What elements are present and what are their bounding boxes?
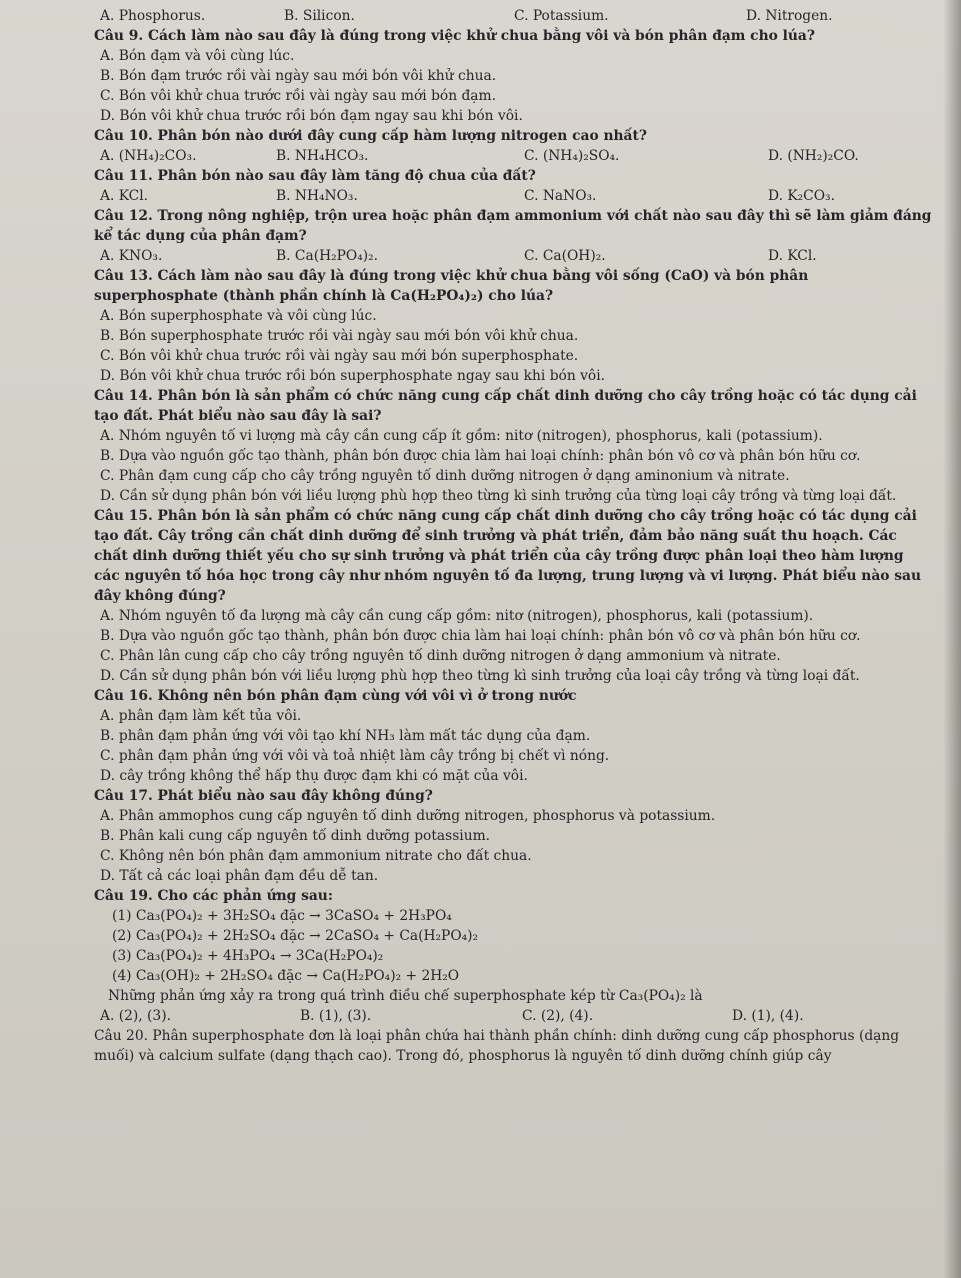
q11-option-d: D. K₂CO₃. (768, 188, 835, 204)
q15-option-d: D. Cần sử dụng phân bón với liều lượng phù hợp theo từng kì sinh trưởng của loại cây trồng và từng loại đất. (100, 668, 860, 684)
q11-option-a: A. KCl. (100, 188, 149, 204)
q8-options (94, 6, 933, 26)
q9-option-a: A. Bón đạm và vôi cùng lúc. (100, 48, 295, 64)
q14-option-a: A. Nhóm nguyên tố vi lượng mà cây cần cung cấp ít gồm: nitơ (nitrogen), phosphorus, kali (potassium). (100, 428, 823, 444)
q17-option-d: D. Tất cả các loại phân đạm đều dễ tan. (100, 868, 379, 884)
q10-option-c: C. (NH₄)₂SO₄. (524, 148, 620, 164)
q9-option-d: D. Bón vôi khử chua trước rồi bón đạm ngay sau khi bón vôi. (100, 108, 523, 124)
q8-option-d: D. Nitrogen. (746, 8, 833, 24)
q14-option-b: B. Dựa vào nguồn gốc tạo thành, phân bón được chia làm hai loại chính: phân bón vô cơ và phân bón hữu cơ. (100, 448, 861, 464)
q8-option-a: A. Phosphorus. (100, 8, 206, 24)
q15-option-c: C. Phân lân cung cấp cho cây trồng nguyên tố dinh dưỡng nitrogen ở dạng ammonium và nitrate. (100, 648, 781, 664)
q11-options (94, 186, 933, 206)
q19-reaction-2: (2) Ca₃(PO₄)₂ + 2H₂SO₄ đặc → 2CaSO₄ + Ca(H₂PO₄)₂ (112, 928, 479, 944)
q13-option-d: D. Bón vôi khử chua trước rồi bón superphosphate ngay sau khi bón vôi. (100, 368, 606, 384)
q15-option-b: B. Dựa vào nguồn gốc tạo thành, phân bón được chia làm hai loại chính: phân bón vô cơ và phân bón hữu cơ. (100, 628, 861, 644)
q15-stem-emphasis: không đúng (125, 588, 218, 604)
q19-reaction-4: (4) Ca₃(OH)₂ + 2H₂SO₄ đặc → Ca(H₂PO₄)₂ + 2H₂O (112, 968, 460, 984)
q15-stem-text: Câu 15. Phân bón là sản phẩm có chức năng cung cấp chất dinh dưỡng cho cây trồng hoặc có tác dụng cải tạo đất. Cây trồng cần chất dinh dưỡng để sinh trưởng và phát triển, đảm bảo năng suất thu hoạch. Các chất dinh dưỡng thiết yếu cho sự sinh trưởng và phát triển của cây trồng được phân loại theo hàm lượng các nguyên tố hóa học trong cây như nhóm nguyên tố đa lượng, trung lượng và vi lượng. Phát biểu nào sau đây (94, 508, 922, 604)
q14-option-d: D. Cần sử dụng phân bón với liều lượng phù hợp theo từng kì sinh trưởng của từng loại cây trồng và từng loại đất. (100, 488, 897, 504)
q19-option-c: C. (2), (4). (522, 1008, 594, 1024)
q19-options (94, 1006, 933, 1026)
q10-option-b: B. NH₄HCO₃. (276, 148, 369, 164)
q14-stem-text: Câu 14. Phân bón là sản phẩm có chức năng cung cấp chất dinh dưỡng cho cây trồng hoặc có tác dụng cải tạo đất. Phát biểu nào sau đây là (94, 388, 917, 424)
q16-option-d: D. cây trồng không thể hấp thụ được đạm khi có mặt của vôi. (100, 768, 528, 784)
q19-stem: Câu 19. Cho các phản ứng sau: (94, 888, 333, 904)
q10-stem: Câu 10. Phân bón nào dưới đây cung cấp hàm lượng nitrogen cao nhất? (94, 128, 647, 144)
q15-option-a: A. Nhóm nguyên tố đa lượng mà cây cần cung cấp gồm: nitơ (nitrogen), phosphorus, kali (potassium). (100, 608, 814, 624)
q19-question: Những phản ứng xảy ra trong quá trình điều chế superphosphate kép từ Ca₃(PO₄)₂ là (108, 988, 703, 1004)
page-edge-shadow (943, 0, 961, 1278)
q16-option-b: B. phân đạm phản ứng với vôi tạo khí NH₃ làm mất tác dụng của đạm. (100, 728, 591, 744)
q9-stem: Câu 9. Cách làm nào sau đây là đúng trong việc khử chua bằng vôi và bón phân đạm cho lúa? (94, 28, 815, 44)
q19-option-a: A. (2), (3). (100, 1008, 171, 1024)
q17-stem-text: Câu 17. Phát biểu nào sau đây (94, 788, 328, 804)
q12-option-b: B. Ca(H₂PO₄)₂. (276, 248, 379, 264)
q19-reaction-1: (1) Ca₃(PO₄)₂ + 3H₂SO₄ đặc → 3CaSO₄ + 2H₃PO₄ (112, 908, 452, 924)
q13-option-a: A. Bón superphosphate và vôi cùng lúc. (100, 308, 377, 324)
q12-option-c: C. Ca(OH)₂. (524, 248, 606, 264)
q16-stem: Câu 16. Không nên bón phân đạm cùng với vôi vì ở trong nước (94, 688, 577, 704)
q14-stem-emphasis: sai (351, 408, 374, 424)
q11-option-c: C. NaNO₃. (524, 188, 597, 204)
q12-option-d: D. KCl. (768, 248, 817, 264)
q20-stem: Câu 20. Phân superphosphate đơn là loại phân chứa hai thành phần chính: dinh dưỡng cung cấp phosphorus (dạng muối) và calcium sulfate (dạng thạch cao). Trong đó, phosphorus là nguyên tố dinh dưỡng chính giúp cây (94, 1028, 900, 1064)
q13-stem: Câu 13. Cách làm nào sau đây là đúng trong việc khử chua bằng vôi sống (CaO) và bón phân superphosphate (thành phần chính là Ca(H₂PO₄)₂) cho lúa? (94, 268, 809, 304)
q12-options (94, 246, 933, 266)
q11-option-b: B. NH₄NO₃. (276, 188, 358, 204)
q14-stem: Câu 14. Phân bón là sản phẩm có chức năng cung cấp chất dinh dưỡng cho cây trồng hoặc có tác dụng cải tạo đất. Phát biểu nào sau đây là sai? (94, 388, 917, 424)
q19-reaction-3: (3) Ca₃(PO₄)₂ + 4H₃PO₄ → 3Ca(H₂PO₄)₂ (112, 948, 384, 964)
q13-option-c: C. Bón vôi khử chua trước rồi vài ngày sau mới bón superphosphate. (100, 348, 579, 364)
q9-option-c: C. Bón vôi khử chua trước rồi vài ngày sau mới bón đạm. (100, 88, 497, 104)
q16-option-a: A. phân đạm làm kết tủa vôi. (100, 708, 302, 724)
q17-option-b: B. Phân kali cung cấp nguyên tố dinh dưỡng potassium. (100, 828, 491, 844)
q10-options (94, 146, 933, 166)
q8-option-c: C. Potassium. (514, 8, 609, 24)
q17-stem: Câu 17. Phát biểu nào sau đây không đúng? (94, 788, 433, 804)
q17-option-c: C. Không nên bón phân đạm ammonium nitrate cho đất chua. (100, 848, 532, 864)
q12-option-a: A. KNO₃. (100, 248, 163, 264)
q10-option-d: D. (NH₂)₂CO. (768, 148, 859, 164)
q17-option-a: A. Phân ammophos cung cấp nguyên tố dinh dưỡng nitrogen, phosphorus và potassium. (100, 808, 716, 824)
q19-option-b: B. (1), (3). (300, 1008, 372, 1024)
q16-option-c: C. phân đạm phản ứng với vôi và toả nhiệt làm cây trồng bị chết vì nóng. (100, 748, 610, 764)
q15-stem: Câu 15. Phân bón là sản phẩm có chức năng cung cấp chất dinh dưỡng cho cây trồng hoặc có tác dụng cải tạo đất. Cây trồng cần chất dinh dưỡng để sinh trưởng và phát triển, đảm bảo năng suất thu hoạch. Các chất dinh dưỡng thiết yếu cho sự sinh trưởng và phát triển của cây trồng được phân loại theo hàm lượng các nguyên tố hóa học trong cây như nhóm nguyên tố đa lượng, trung lượng và vi lượng. Phát biểu nào sau đây không đúng? (94, 508, 922, 604)
q8-option-b: B. Silicon. (284, 8, 355, 24)
q10-option-a: A. (NH₄)₂CO₃. (100, 148, 197, 164)
q9-option-b: B. Bón đạm trước rồi vài ngày sau mới bón vôi khử chua. (100, 68, 497, 84)
q14-option-c: C. Phân đạm cung cấp cho cây trồng nguyên tố dinh dưỡng nitrogen ở dạng aminonium và nitrate. (100, 468, 790, 484)
q19-option-d: D. (1), (4). (732, 1008, 804, 1024)
q13-option-b: B. Bón superphosphate trước rồi vài ngày sau mới bón vôi khử chua. (100, 328, 579, 344)
q17-stem-emphasis: không đúng (332, 788, 425, 804)
q12-stem: Câu 12. Trong nông nghiệp, trộn urea hoặc phân đạm ammonium với chất nào sau đây thì sẽ làm giảm đáng kể tác dụng của phân đạm? (94, 208, 932, 244)
q11-stem: Câu 11. Phân bón nào sau đây làm tăng độ chua của đất? (94, 168, 536, 184)
